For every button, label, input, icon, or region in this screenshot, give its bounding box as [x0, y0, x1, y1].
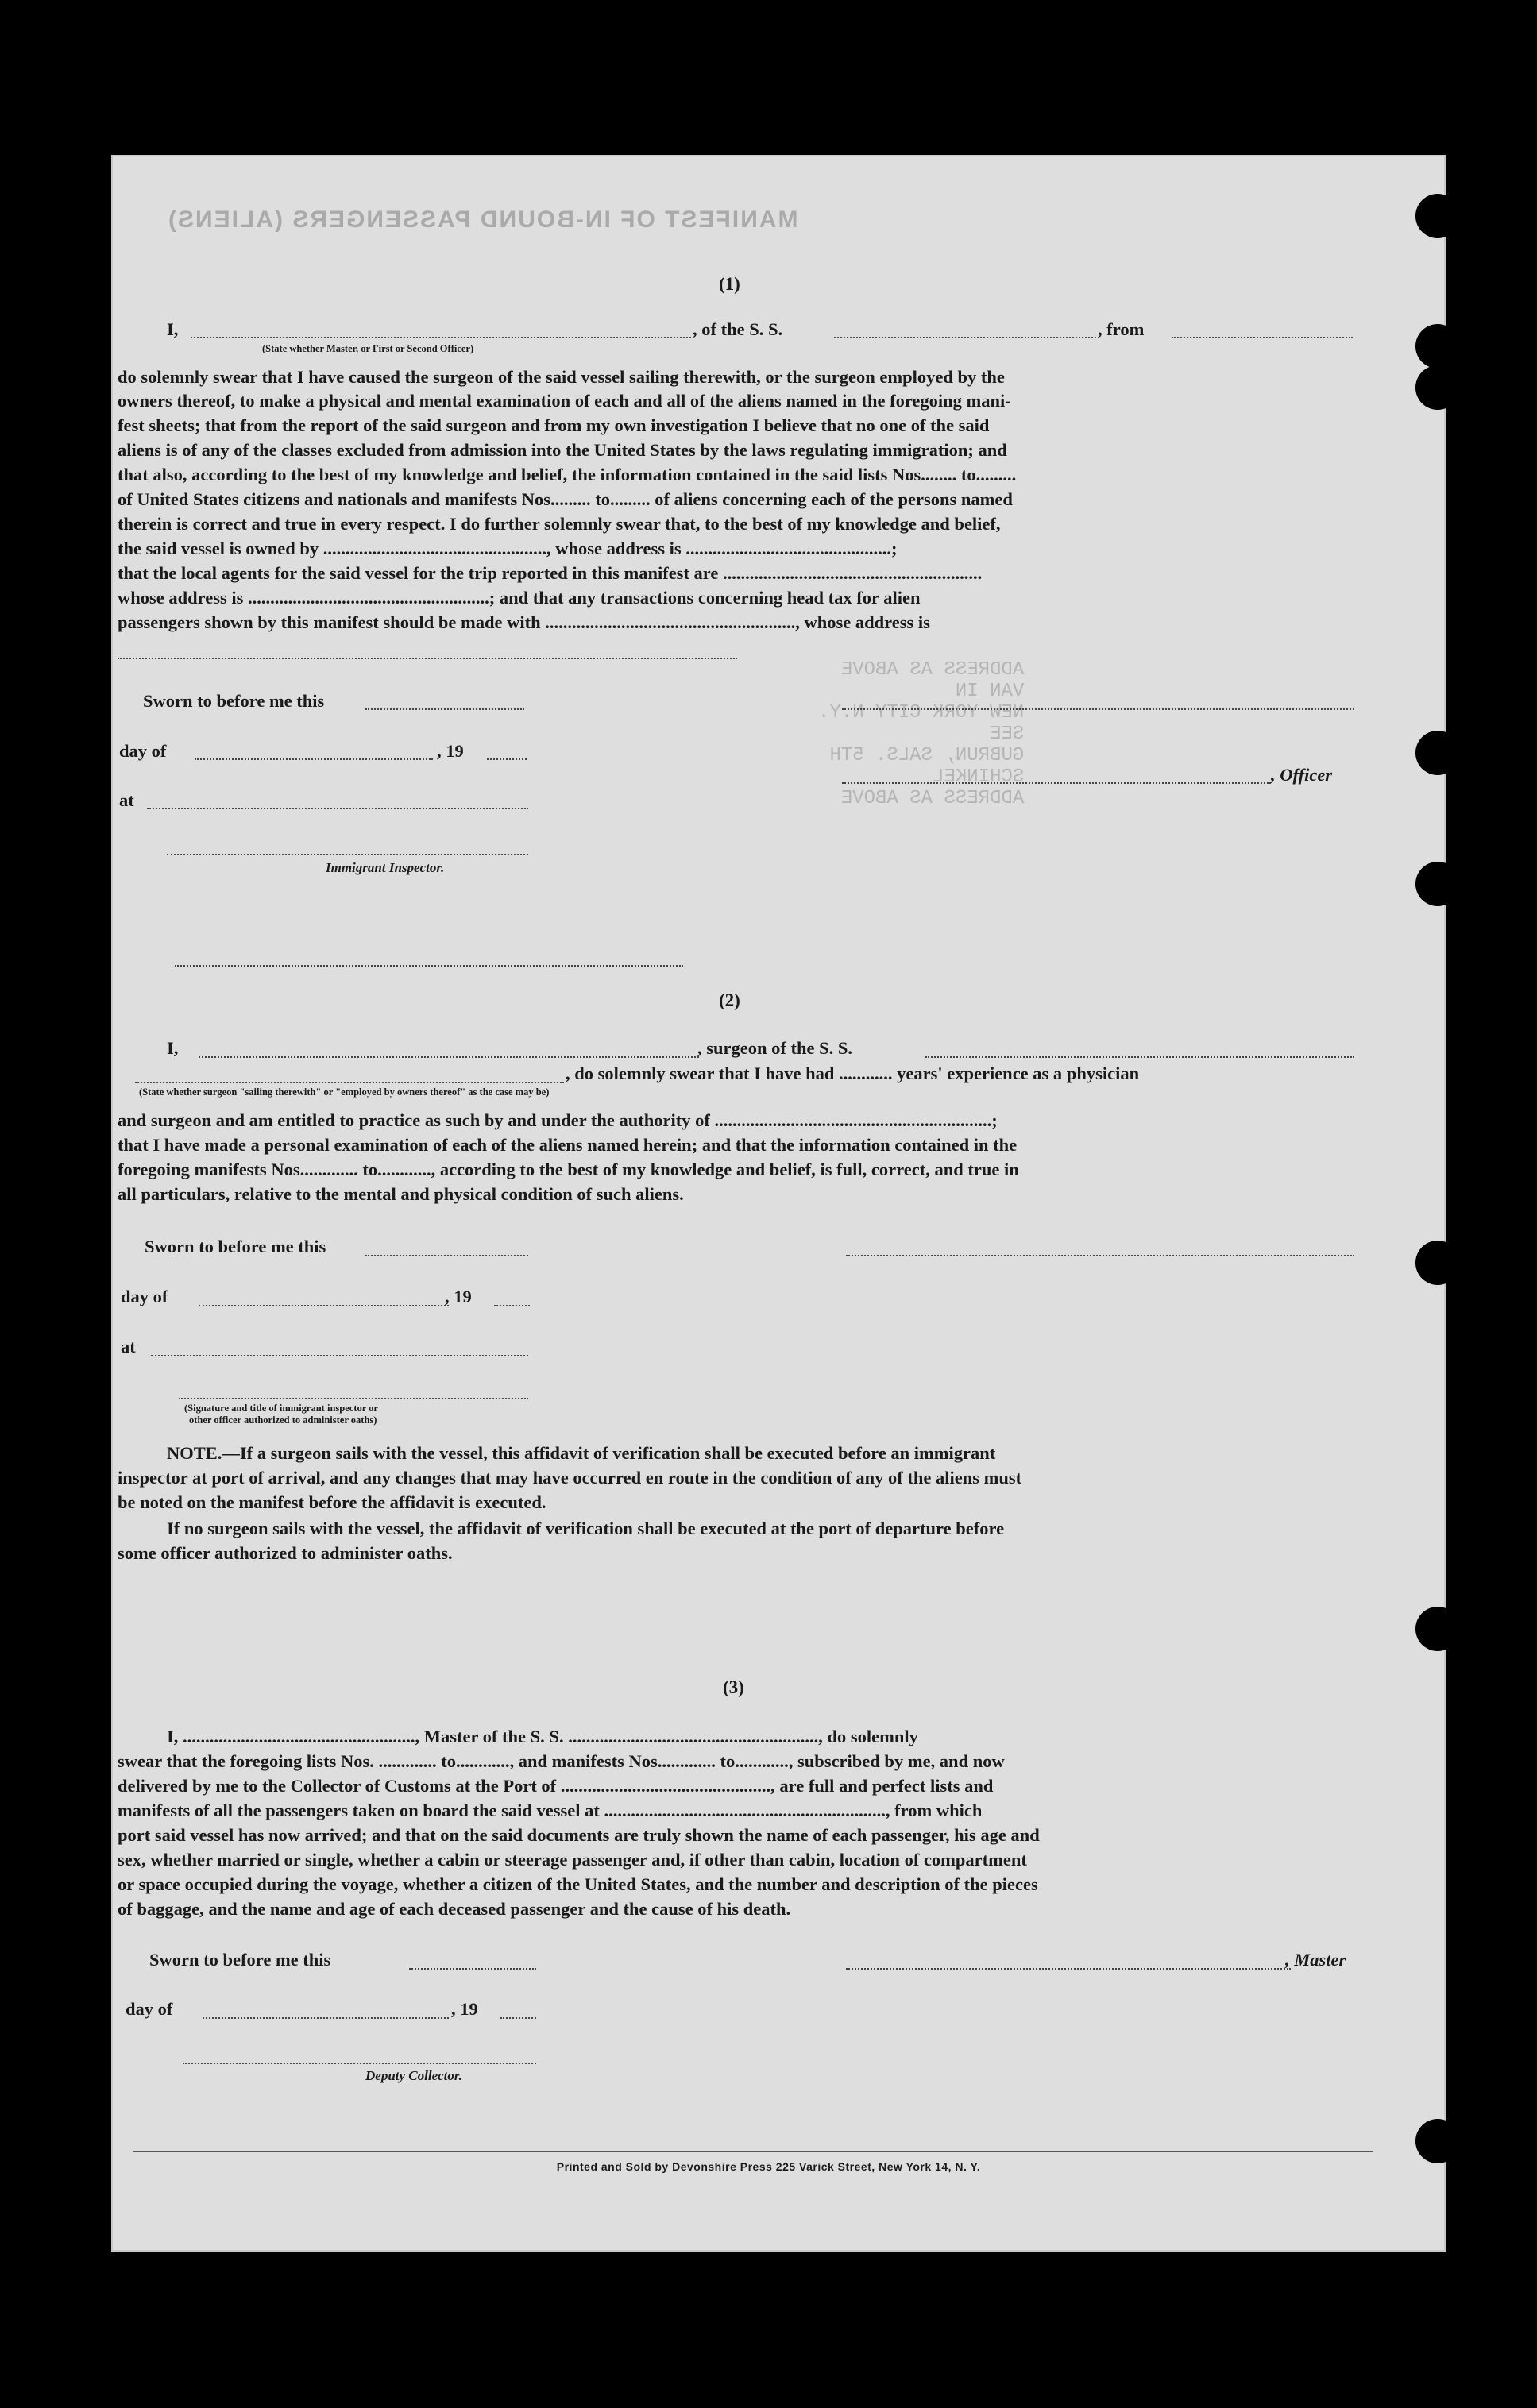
- at-blank: [151, 1355, 528, 1356]
- at-label: at: [119, 790, 134, 810]
- surgeon-label: I,: [167, 1038, 179, 1058]
- oath-line: fest sheets; that from the report of the said surgeon and from my own investigation I believe that no one of the said: [118, 415, 990, 435]
- from-blank: [1172, 337, 1353, 338]
- master-oath-line: or space occupied during the voyage, whether a citizen of the United States, and the number and description of the pieces: [118, 1874, 1038, 1894]
- oath-line: passengers shown by this manifest should be made with ........................................................, whose address is: [118, 612, 930, 632]
- day-label: day of: [126, 1999, 173, 2019]
- master-oath-line: delivered by me to the Collector of Customs at the Port of ..............................................., are full and perfect lists and: [118, 1776, 994, 1796]
- note-line: If no surgeon sails with the vessel, the affidavit of verification shall be executed at the port of departure before: [167, 1519, 1005, 1538]
- oath-line: do solemnly swear that I have caused the surgeon of the said vessel sailing therewith, or the surgeon employed by the: [118, 367, 1005, 387]
- master-oath-line: sex, whether married or single, whether a cabin or steerage passenger and, if other than cabin, location of compartment: [118, 1850, 1027, 1870]
- surgeon-signature-line: [846, 1255, 1354, 1256]
- surgeon-oath-line: that I have made a personal examination of each of the aliens named herein; and that the information contained in the: [118, 1135, 1018, 1155]
- binder-hole: [1415, 2119, 1460, 2163]
- bleed-through-header: MANIFEST OF IN-BOUND PASSENGERS (ALIENS): [167, 206, 798, 233]
- master-oath-line: port said vessel has now arrived; and that on the said documents are truly shown the name of each passenger, his age and: [118, 1825, 1040, 1845]
- year-blank: [494, 1305, 530, 1306]
- vessel-blank: [834, 337, 1096, 338]
- binder-hole: [1415, 1241, 1460, 1285]
- master-signature-line: [846, 1968, 1291, 1970]
- day-blank: [195, 758, 433, 760]
- day-label: day of: [121, 1287, 168, 1306]
- binder-hole: [1415, 731, 1460, 775]
- year-label: , 19: [445, 1287, 472, 1306]
- binder-hole: [1415, 1607, 1460, 1651]
- oath-line: that the local agents for the said vessel for the trip reported in this manifest are ..........................................................: [118, 563, 983, 583]
- binder-hole: [1415, 862, 1460, 906]
- extra-blank: [175, 965, 683, 967]
- oath-line: owners thereof, to make a physical and mental examination of each and all of the aliens named in the foregoing mani-: [118, 391, 1011, 411]
- master-label: , Master: [1285, 1950, 1346, 1970]
- binder-hole: [1415, 194, 1460, 238]
- vessel-label: , of the S. S.: [693, 319, 783, 339]
- master-oath-line: swear that the foregoing lists Nos. ............. to............, and manifests Nos............. to............, subscribed by me, and now: [118, 1751, 1005, 1771]
- master-oath-line: of baggage, and the name and age of each deceased passenger and the cause of his death.: [118, 1899, 791, 1919]
- inspector-signature-line: [179, 1398, 528, 1399]
- year-blank: [487, 758, 527, 760]
- sworn-blank: [365, 708, 524, 710]
- surgeon-name-blank: [135, 1082, 564, 1083]
- oath-line: therein is correct and true in every respect. I do further solemnly swear that, to the best of my knowledge and belief,: [118, 514, 1001, 534]
- surgeon-oath-line: and surgeon and am entitled to practice as such by and under the authority of ..............................................................;: [118, 1110, 998, 1130]
- year-label: , 19: [451, 1999, 478, 2019]
- sworn-label: Sworn to before me this: [145, 1237, 326, 1256]
- section-number: (2): [719, 990, 740, 1010]
- day-blank: [199, 1305, 449, 1306]
- year-label: , 19: [437, 741, 464, 761]
- surgeon-oath-line: foregoing manifests Nos............. to............, according to the best of my knowledge and belief, is full, correct, and true in: [118, 1160, 1019, 1179]
- note-line: some officer authorized to administer oaths.: [118, 1543, 453, 1563]
- inspector-label: Immigrant Inspector.: [326, 860, 445, 875]
- officer-signature-line: [842, 708, 1354, 710]
- address-blank: [118, 658, 737, 659]
- binder-hole: [1415, 365, 1460, 410]
- surgeon-oath-line: all particulars, relative to the mental and physical condition of such aliens.: [118, 1184, 684, 1204]
- binder-hole: [1415, 324, 1460, 369]
- inspector-signature-line: [167, 854, 528, 855]
- sworn-label: Sworn to before me this: [143, 691, 325, 711]
- master-oath-line: I, ...................................................., Master of the S. S. ........................................................, do solemnly: [167, 1727, 918, 1746]
- from-label: , from: [1098, 319, 1145, 339]
- surgeon-swear-line: , do solemnly swear that I have had ............ years' experience as a physician: [566, 1063, 1140, 1083]
- sworn-blank: [365, 1255, 528, 1256]
- surgeon-state-note: (State whether surgeon "sailing therewith" or "employed by owners thereof" as the case may be): [139, 1086, 550, 1098]
- note-line: NOTE.—If a surgeon sails with the vessel, this affidavit of verification shall be executed before an immigrant: [167, 1443, 996, 1463]
- signature-note: other officer authorized to administer oaths): [189, 1414, 377, 1426]
- affiant-label: I,: [167, 319, 179, 339]
- officer-blank: [842, 782, 1271, 784]
- sworn-blank: [409, 1968, 536, 1970]
- collector-signature-line: [183, 2063, 536, 2064]
- section-number: (1): [719, 274, 740, 294]
- oath-line: whose address is ......................................................; and that any transactions concerning head tax for alien: [118, 588, 921, 608]
- signature-note: (Signature and title of immigrant inspector or: [184, 1403, 378, 1414]
- note-line: be noted on the manifest before the affidavit is executed.: [118, 1492, 546, 1512]
- oath-line: aliens is of any of the classes excluded from admission into the United States by the laws regulating immigration; and: [118, 440, 1007, 460]
- footer-rule: [133, 2151, 1373, 2152]
- oath-line: of United States citizens and nationals and manifests Nos......... to......... of aliens concerning each of the persons named: [118, 489, 1013, 509]
- oath-line: the said vessel is owned by .................................................., whose address is ..............................................;: [118, 538, 898, 558]
- state-note: (State whether Master, or First or Second Officer): [262, 343, 474, 354]
- surgeon-ss-blank: [925, 1056, 1354, 1058]
- at-blank: [147, 808, 528, 809]
- printer-imprint: Printed and Sold by Devonshire Press 225 Varick Street, New York 14, N. Y.: [556, 2160, 981, 2173]
- at-label: at: [121, 1337, 136, 1356]
- officer-label: , Officer: [1271, 765, 1333, 785]
- sworn-label: Sworn to before me this: [149, 1950, 331, 1970]
- year-blank: [500, 2017, 536, 2019]
- bleed-through-typed-text: ADDRESS AS ABOVE VAN IN NEW YORK CITY N.Y. SEE GUBRUN, SALS. 5TH SCHINKEL ADDRESS AS ABOVE: [818, 659, 1025, 809]
- surgeon-ss-label: , surgeon of the S. S.: [697, 1038, 853, 1058]
- collector-label: Deputy Collector.: [365, 2068, 462, 2083]
- oath-line: that also, according to the best of my knowledge and belief, the information contained in the said lists Nos........ to.........: [118, 465, 1017, 484]
- note-line: inspector at port of arrival, and any changes that may have occurred en route in the condition of any of the aliens must: [118, 1468, 1022, 1488]
- day-blank: [203, 2017, 449, 2019]
- day-label: day of: [119, 741, 167, 761]
- section-number: (3): [723, 1677, 744, 1697]
- affiant-blank: [191, 337, 691, 338]
- surgeon-blank: [199, 1056, 699, 1058]
- master-oath-line: manifests of all the passengers taken on board the said vessel at ..............................................................., from which: [118, 1800, 983, 1820]
